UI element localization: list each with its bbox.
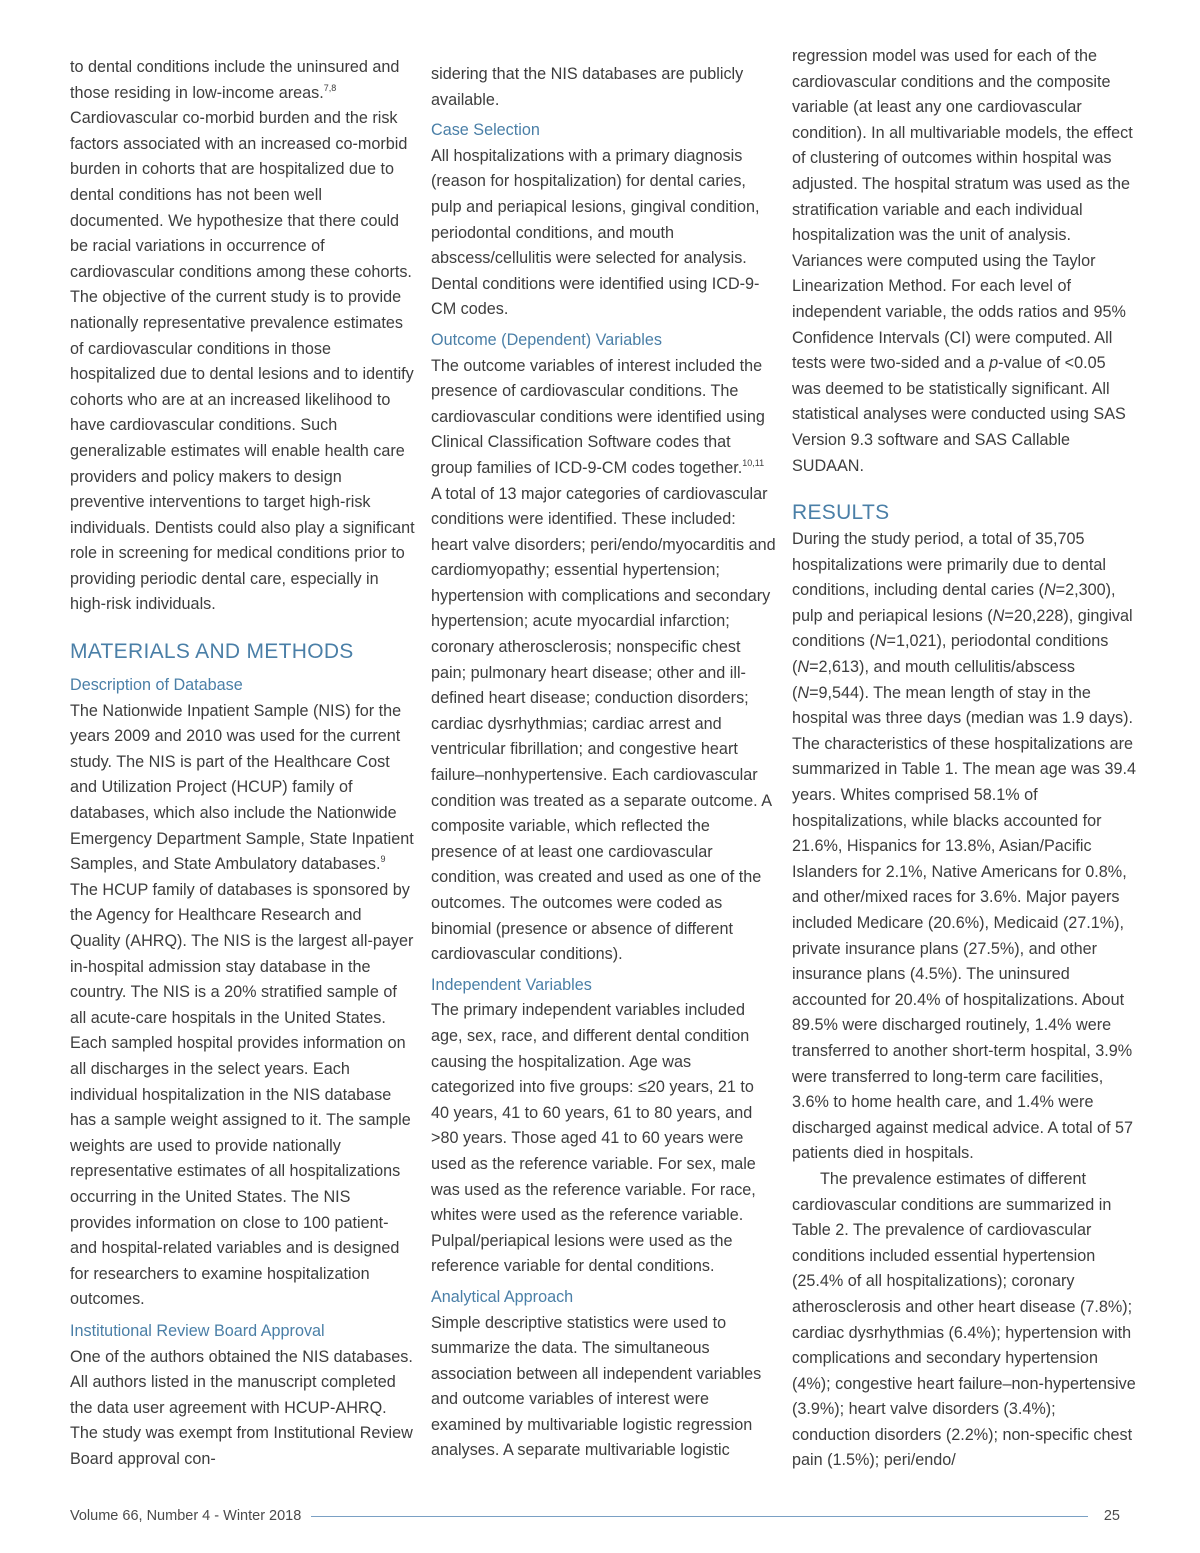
- irb-subheading: Institutional Review Board Approval: [70, 1321, 325, 1340]
- column-right: [792, 44, 1137, 1474]
- case-selection-subheading: Case Selection: [431, 121, 540, 140]
- page-number: 25: [1103, 1508, 1120, 1524]
- case-selection-paragraph: All hospitalizations with a primary diagnosis (reason for hospitalization) for dental caries, pulp and periapical lesions, gingival condition, periodontal conditions, and mouth abscess/cellulitis were selected for analysis. Dental conditions were identified using ICD-9-CM codes.: [431, 146, 760, 319]
- continued-paragraph: regression model was used for each of the cardiovascular conditions and the composite variable (at least any one cardiovascular condition). In all multivariable models, the effect of clustering of outcomes within hospital was adjusted. The hospital stratum was used as the stratification variable and each individual hospitalization was the unit of analysis. Variances were computed using the Taylor Linearization Method. For each level of independent variable, the odds ratios and 95% Confidence Intervals (CI) were computed. All tests were two-sided and a p-value of <0.05 was deemed to be statistically significant. All statistical analyses were conducted using SAS Version 9.3 software and SAS Callable SUDAAN.: [792, 47, 1133, 475]
- analytical-approach-subheading: Analytical Approach: [431, 1287, 574, 1306]
- results-paragraph-2: The prevalence estimates of different cardiovascular conditions are summarized in Table 2. The prevalence of cardiovascular conditions included essential hypertension (25.4% of all hospitalizations); coronary atherosclerosis and other heart disease (7.8%); cardiac dysrhythmias (6.4%); hypertension with complications and secondary hypertension (4%); congestive heart failure–non-hypertensive (3.9%); heart valve disorders (3.4%); conduction disorders (2.2%); non-specific chest pain (1.5%); peri/endo/: [792, 1169, 1136, 1470]
- results-heading: RESULTS: [792, 501, 890, 525]
- journal-issue: Volume 66, Number 4 - Winter 2018: [70, 1508, 302, 1524]
- citation: 10,11: [742, 457, 765, 468]
- methods-heading: MATERIALS AND METHODS: [70, 640, 354, 664]
- irb-paragraph: One of the authors obtained the NIS databases. All authors listed in the manuscript completed the data user agreement with HCUP-AHRQ. The study was exempt from Institutional Review Board approval con-: [70, 1347, 413, 1468]
- outcome-variables-subheading: Outcome (Dependent) Variables: [431, 330, 662, 349]
- independent-variables-paragraph: The primary independent variables included age, sex, race, and different dental condition causing the hospitalization. Age was categorized into five groups: ≤20 years, 21 to 40 years, 41 to 60 years, 61 to 80 years, and >80 years. Those aged 41 to 60 years were used as the reference variable. For sex, male was used as the reference variable. For race, whites were used as the reference variable. Pulpal/periapical lesions were used as the reference variable for dental conditions.: [431, 1001, 756, 1276]
- database-paragraph: The Nationwide Inpatient Sample (NIS) for the years 2009 and 2010 was used for the current study. The NIS is part of the Healthcare Cost and Utilization Project (HCUP) family of databases, which also include the Nationwide Emergency Department Sample, State Inpatient Samples, and State Ambulatory databases.$^9$ The HCUP family of databases is sponsored by the Agency for Healthcare Research and Quality (AHRQ). The NIS is the largest all-payer in-hospital admission stay database in the country. The NIS is a 20% stratified sample of all acute-care hospitals in the United States. Each sampled hospital provides information on all discharges in the select years. Each individual hospitalization in the NIS database has a sample weight assigned to it. The sample weights are used to provide nationally representative estimates of all hospitalizations occurring in the United States. The NIS provides information on close to 100 patient- and hospital-related variables and is designed for researchers to examine hospitalization outcomes.: [70, 701, 414, 1309]
- independent-variables-subheading: Independent Variables: [431, 975, 592, 994]
- analytical-approach-paragraph: Simple descriptive statistics were used to summarize the data. The simultaneous association between all independent variables and outcome variables of interest were examined by multivariable logistic regression analyses. A separate multivariable logistic: [431, 1313, 762, 1460]
- page-footer: [70, 1508, 1120, 1524]
- citation: 7,8: [323, 82, 337, 93]
- outcome-variables-paragraph: The outcome variables of interest included the presence of cardiovascular conditions. The cardiovascular conditions were identified using Clinical Classification Software codes that group families of ICD-9-CM codes together.$^{10,11}$ A total of 13 major categories of cardiovascular conditions were identified. These included: heart valve disorders; peri/endo/myocarditis and cardiomyopathy; essential hypertension; hypertension with complications and secondary hypertension; acute myocardial infarction; coronary atherosclerosis; nonspecific chest pain; pulmonary heart disease; other and ill-defined heart disease; conduction disorders; cardiac dysrhythmias; cardiac arrest and ventricular fibrillation; and congestive heart failure–nonhypertensive. Each cardiovascular condition was treated as a separate outcome. A composite variable, which reflected the presence of at least one cardiovascular condition, was created and used as one of the outcomes. The outcomes were coded as binomial (presence or absence of different cardiovascular conditions).: [431, 356, 776, 964]
- intro-paragraph: to dental conditions include the uninsured and those residing in low-income areas.$^{7,8}$ Cardiovascular co-morbid burden and the risk factors associated with an increased co-morbid burden in cohorts that are hospitalized due to dental conditions has not been well documented. We hypothesize that there could be racial variations in occurrence of cardiovascular conditions among these cohorts. The objective of the current study is to provide nationally representative prevalence estimates of cardiovascular conditions in those hospitalized due to dental lesions and to identify cohorts who are at an increased likelihood to have cardiovascular conditions. Such generalizable estimates will enable health care providers and policy makers to design preventive interventions to target high-risk individuals. Dentists could also play a significant role in screening for medical conditions prior to providing periodic dental care, especially in high-risk individuals.: [70, 58, 415, 614]
- footer-rule: [311, 1516, 1088, 1517]
- continued-paragraph: sidering that the NIS databases are publicly available.: [431, 65, 744, 109]
- database-subheading: Description of Database: [70, 676, 243, 695]
- column-left: [70, 55, 415, 1472]
- column-middle: [431, 62, 776, 1464]
- citation: 9: [380, 854, 386, 865]
- results-paragraph-1: During the study period, a total of 35,705 hospitalizations were primarily due to dental conditions, including dental caries (N=2,300), pulp and periapical lesions (N=20,228), gingival conditions (N=1,021), periodontal conditions (N=2,613), and mouth cellulitis/abscess (N=9,544). The mean length of stay in the hospital was three days (median was 1.9 days). The characteristics of these hospitalizations are summarized in Table 1. The mean age was 39.4 years. Whites comprised 58.1% of hospitalizations, while blacks accounted for 21.6%, Hispanics for 13.8%, Asian/Pacific Islanders for 2.1%, Native Americans for 0.8%, and other/mixed races for 3.6%. Major payers included Medicare (20.6%), Medicaid (27.1%), private insurance plans (27.5%), and other insurance plans (4.5%). The uninsured accounted for 20.4% of hospitalizations. About 89.5% were discharged routinely, 1.4% were transferred to another short-term hospital, 3.9% were transferred to long-term care facilities, 3.6% to home health care, and 1.4% were discharged against medical advice. A total of 57 patients died in hospitals.: [792, 530, 1137, 1163]
